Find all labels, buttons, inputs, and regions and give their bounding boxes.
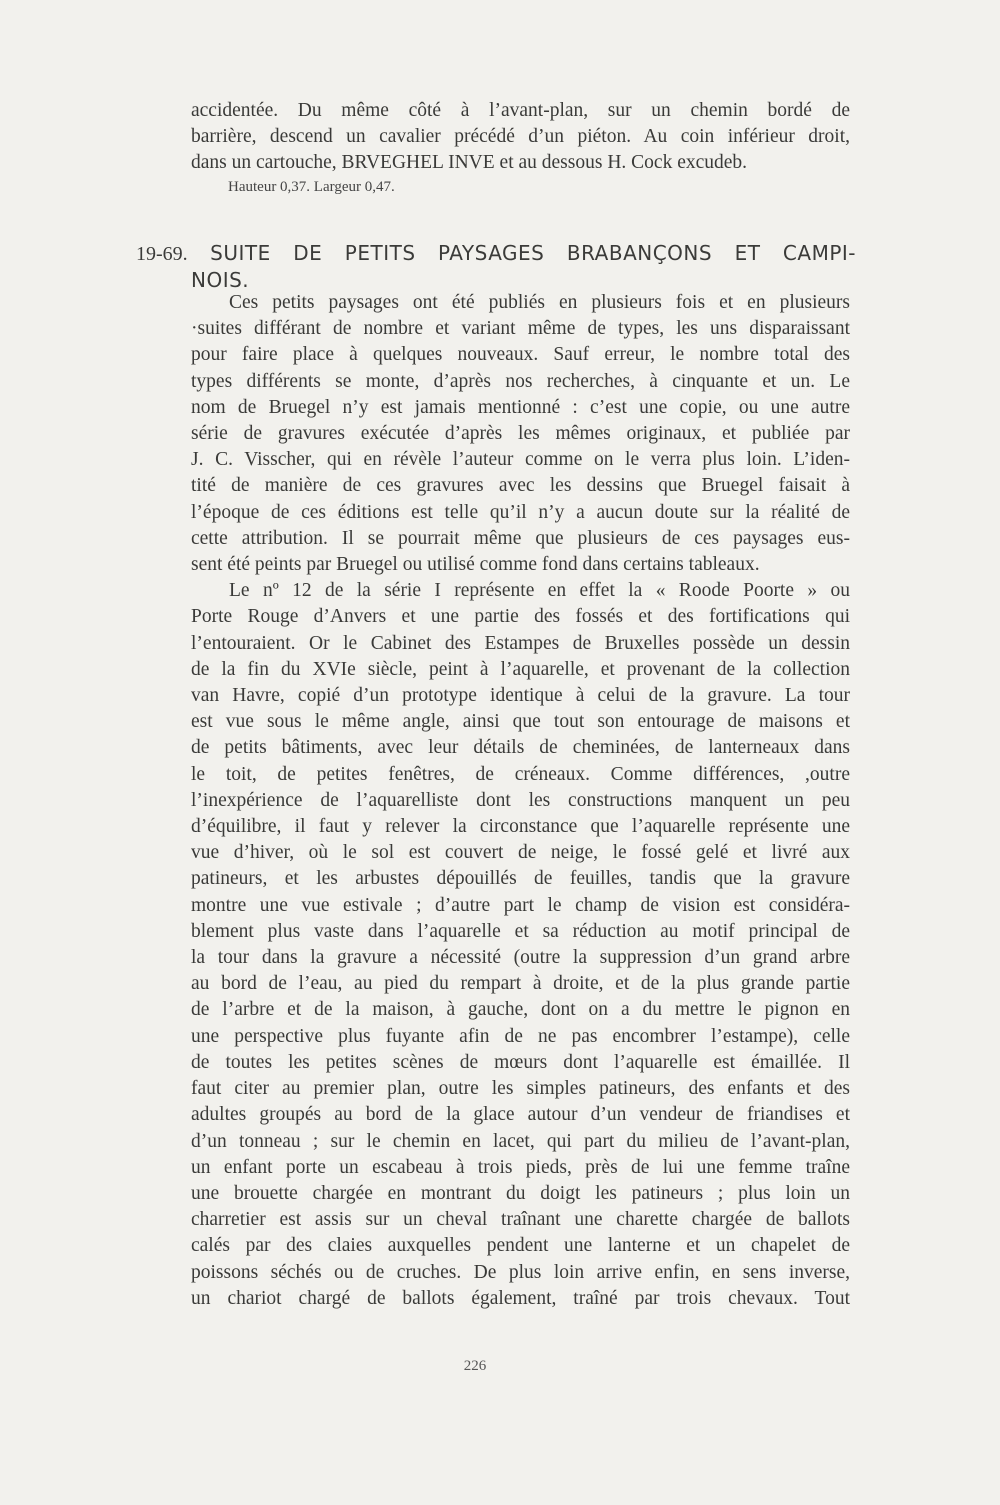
body-line: de petits bâtiments, avec leur détails de cheminées, de lanterneaux dans	[191, 737, 850, 759]
body-line: cette attribution. Il se pourrait même que plusieurs de ces paysages eus-	[191, 527, 850, 549]
body-line: sent été peints par Bruegel ou utilisé comme fond dans certains tableaux.	[191, 554, 760, 576]
body-line: d’équilibre, il faut y relever la circonstance que l’aquarelle représente une	[191, 816, 850, 838]
body-line: Porte Rouge d’Anvers et une partie des fossés et des fortifications qui	[191, 606, 850, 628]
body-line: J. C. Visscher, qui en révèle l’auteur comme on le verra plus loin. L’iden-	[191, 449, 850, 471]
body-line: au bord de l’eau, au pied du rempart à droite, et de la plus grande partie	[191, 973, 850, 995]
body-line: calés par des claies auxquelles pendent une lanterne et un chapelet de	[191, 1235, 850, 1257]
catalogue-number: 19-69.	[136, 243, 188, 265]
page-number: 226	[463, 1358, 487, 1374]
section-heading	[136, 240, 856, 293]
heading-row-1	[136, 240, 856, 267]
body-line: vue d’hiver, où le sol est couvert de neige, le fossé gelé et livré aux	[191, 842, 850, 864]
body-line: faut citer au premier plan, outre les simples patineurs, des enfants et des	[191, 1078, 850, 1100]
body-line: poissons séchés ou de cruches. De plus loin arrive enfin, en sens inverse,	[191, 1261, 850, 1283]
body-line: la tour dans la gravure a nécessité (outre la suppression d’un grand arbre	[191, 947, 850, 969]
body-paragraph	[191, 290, 850, 1312]
body-line: série de gravures exécutée d’après les mêmes originaux, et publiée par	[191, 423, 850, 445]
body-line: van Havre, copié d’un prototype identique à celui de la gravure. La tour	[191, 685, 850, 707]
body-line: un enfant porte un escabeau à trois pieds, près de lui une femme traîne	[191, 1156, 850, 1178]
body-line: l’époque de ces éditions est telle qu’il n’y a aucun doute sur la réalité de	[191, 501, 850, 523]
body-line: blement plus vaste dans l’aquarelle et sa réduction au motif principal de	[191, 920, 850, 942]
intro-line: accidentée. Du même côté à l’avant-plan, sur un chemin bordé de	[191, 100, 850, 121]
intro-line: barrière, descend un cavalier précédé d’un piéton. Au coin inférieur droit,	[191, 126, 850, 148]
body-line: montre une vue estivale ; d’autre part le champ de vision est considéra-	[191, 894, 850, 916]
body-line: types différents se monte, d’après nos recherches, à cinquante et un. Le	[191, 370, 850, 392]
body-line: de toutes les petites scènes de mœurs dont l’aquarelle est émaillée. Il	[191, 1051, 850, 1073]
body-line: une brouette chargée en montrant du doigt les patineurs ; plus loin un	[191, 1182, 850, 1204]
body-line: pour faire place à quelques nouveaux. Sauf erreur, le nombre total des	[191, 344, 850, 366]
body-line: Le nº 12 de la série I représente en effet la « Roode Poorte » ou	[229, 580, 850, 602]
body-line: d’un tonneau ; sur le chemin en lacet, qui part du milieu de l’avant-plan,	[191, 1130, 850, 1152]
body-line: de l’arbre et de la maison, à gauche, dont on a du mettre le pignon en	[191, 999, 850, 1021]
body-line: Ces petits paysages ont été publiés en plusieurs fois et en plusieurs	[229, 292, 850, 313]
body-line: l’inexpérience de l’aquarelliste dont les constructions manquent un peu	[191, 789, 850, 811]
body-line: un chariot chargé de ballots également, traîné par trois chevaux. Tout	[191, 1287, 850, 1309]
body-line: patineurs, et les arbustes dépouillés de feuilles, tandis que la gravure	[191, 868, 850, 890]
body-line: adultes groupés au bord de la glace autour d’un vendeur de friandises et	[191, 1104, 850, 1126]
body-line: nom de Bruegel n’y est jamais mentionné : c’est une copie, ou une autre	[191, 396, 850, 418]
body-line: l’entouraient. Or le Cabinet des Estampes de Bruxelles possède un dessin	[191, 632, 850, 654]
intro-paragraph	[191, 98, 850, 177]
body-line: une perspective plus fuyante afin de ne pas encombrer l’estampe), celle	[191, 1025, 850, 1047]
body-line: est vue sous le même angle, ainsi que tout son entourage de maisons et	[191, 711, 850, 733]
body-line: tité de manière de ces gravures avec les dessins que Bruegel faisait à	[191, 475, 850, 497]
body-line: charretier est assis sur un cheval traînant une charette chargée de ballots	[191, 1209, 850, 1231]
body-line: le toit, de petites fenêtres, de créneaux. Comme différences, ,outre	[191, 763, 850, 785]
body-line: de la fin du XVIe siècle, peint à l’aquarelle, et provenant de la collection	[191, 658, 850, 680]
heading-title-line-2: NOIS.	[191, 268, 250, 292]
intro-line: dans un cartouche, BRVEGHEL INVE et au dessous H. Cock excudeb.	[191, 152, 748, 174]
dimensions-note: Hauteur 0,37. Largeur 0,47.	[228, 179, 395, 195]
heading-title-line-1: SUITE DE PETITS PAYSAGES BRABANÇONS ET CAMPI-	[210, 241, 856, 265]
body-line: ·suites différant de nombre et variant même de types, les uns disparaissant	[191, 318, 850, 340]
